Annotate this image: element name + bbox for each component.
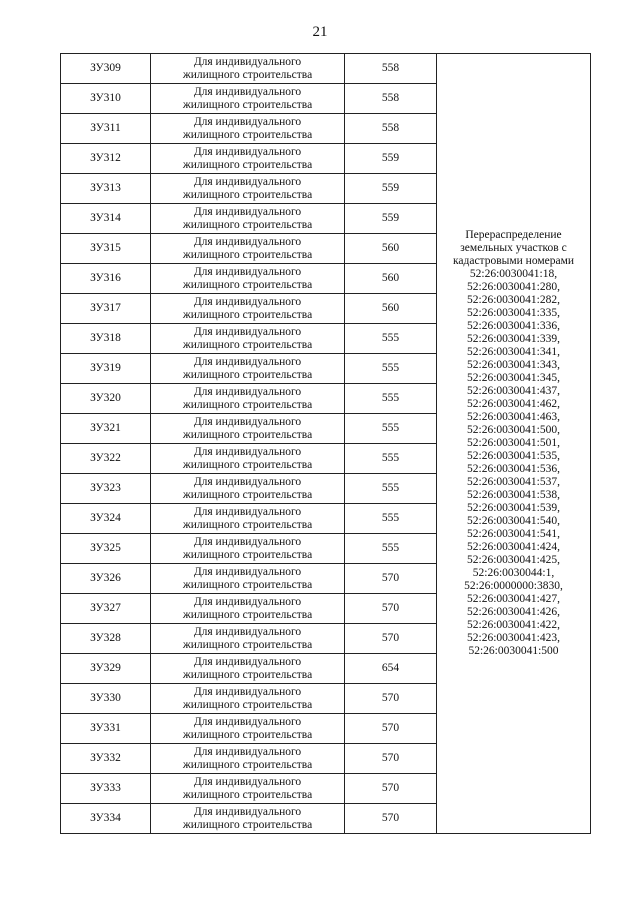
permitted-use-line: жилищного строительства — [182, 548, 313, 561]
permitted-use-line: жилищного строительства — [182, 278, 313, 291]
permitted-use-line: жилищного строительства — [182, 638, 313, 651]
formation-method-line: 52:26:0030041:462, — [467, 398, 560, 410]
plot-id-cell: ЗУ310 — [61, 84, 151, 114]
plot-id-cell: ЗУ326 — [61, 564, 151, 594]
plot-id-cell: ЗУ316 — [61, 264, 151, 294]
formation-method-line: 52:26:0030041:336, — [467, 320, 560, 332]
plot-area-cell: 654 — [345, 654, 437, 684]
formation-method-line: 52:26:0030041:536, — [467, 463, 560, 475]
permitted-use-cell — [151, 234, 345, 264]
permitted-use-cell — [151, 54, 345, 84]
plot-area-cell: 555 — [345, 474, 437, 504]
permitted-use-line: Для индивидуального — [193, 445, 302, 458]
permitted-use-cell — [151, 714, 345, 744]
permitted-use-line: Для индивидуального — [193, 55, 302, 68]
permitted-use-line: жилищного строительства — [182, 608, 313, 621]
formation-method-line: 52:26:0030041:423, — [467, 632, 560, 644]
permitted-use-line: Для индивидуального — [193, 655, 302, 668]
page-number: 21 — [312, 24, 328, 40]
permitted-use-line: Для индивидуального — [193, 745, 302, 758]
permitted-use-line: Для индивидуального — [193, 295, 302, 308]
permitted-use-line: Для индивидуального — [193, 595, 302, 608]
permitted-use-cell — [151, 414, 345, 444]
permitted-use-cell — [151, 354, 345, 384]
permitted-use-cell — [151, 684, 345, 714]
permitted-use-line: жилищного строительства — [182, 488, 313, 501]
plot-area-cell: 555 — [345, 384, 437, 414]
permitted-use-line: жилищного строительства — [182, 158, 313, 171]
plot-area-cell: 555 — [345, 414, 437, 444]
formation-method-line: 52:26:0030041:426, — [467, 606, 560, 618]
formation-method-line: 52:26:0030041:280, — [467, 281, 560, 293]
plot-id-cell: ЗУ312 — [61, 144, 151, 174]
plot-id-cell: ЗУ333 — [61, 774, 151, 804]
permitted-use-cell — [151, 324, 345, 354]
formation-method-line: 52:26:0030041:425, — [467, 554, 560, 566]
permitted-use-line: жилищного строительства — [182, 308, 313, 321]
permitted-use-line: жилищного строительства — [182, 398, 313, 411]
formation-method-line: 52:26:0030041:463, — [467, 411, 560, 423]
permitted-use-cell — [151, 564, 345, 594]
formation-method-line: земельных участков с — [460, 242, 567, 254]
permitted-use-line: Для индивидуального — [193, 235, 302, 248]
plot-area-cell: 570 — [345, 564, 437, 594]
permitted-use-cell — [151, 114, 345, 144]
plot-id-cell: ЗУ325 — [61, 534, 151, 564]
plot-id-cell: ЗУ313 — [61, 174, 151, 204]
plot-area-cell: 570 — [345, 774, 437, 804]
permitted-use-cell — [151, 204, 345, 234]
plot-id-cell: ЗУ320 — [61, 384, 151, 414]
permitted-use-line: жилищного строительства — [182, 188, 313, 201]
formation-method-line: 52:26:0030041:540, — [467, 515, 560, 527]
permitted-use-line: Для индивидуального — [193, 415, 302, 428]
permitted-use-cell — [151, 144, 345, 174]
formation-method-line: 52:26:0030041:339, — [467, 333, 560, 345]
plot-id-cell: ЗУ319 — [61, 354, 151, 384]
permitted-use-cell — [151, 264, 345, 294]
permitted-use-line: жилищного строительства — [182, 68, 313, 81]
plot-id-cell: ЗУ330 — [61, 684, 151, 714]
plot-area-cell: 558 — [345, 84, 437, 114]
permitted-use-cell — [151, 504, 345, 534]
permitted-use-line: Для индивидуального — [193, 265, 302, 278]
permitted-use-line: жилищного строительства — [182, 248, 313, 261]
permitted-use-line: Для индивидуального — [193, 325, 302, 338]
formation-method-line: 52:26:0030041:335, — [467, 307, 560, 319]
permitted-use-cell — [151, 474, 345, 504]
formation-method-line: 52:26:0030041:535, — [467, 450, 560, 462]
plot-id-cell: ЗУ311 — [61, 114, 151, 144]
permitted-use-line: Для индивидуального — [193, 535, 302, 548]
permitted-use-line: Для индивидуального — [193, 355, 302, 368]
plot-area-cell: 560 — [345, 294, 437, 324]
permitted-use-line: жилищного строительства — [182, 728, 313, 741]
permitted-use-line: Для индивидуального — [193, 715, 302, 728]
permitted-use-line: жилищного строительства — [182, 98, 313, 111]
permitted-use-line: Для индивидуального — [193, 505, 302, 518]
plot-area-cell: 570 — [345, 624, 437, 654]
plot-area-cell: 555 — [345, 534, 437, 564]
plot-id-cell: ЗУ323 — [61, 474, 151, 504]
plot-area-cell: 558 — [345, 54, 437, 84]
permitted-use-cell — [151, 774, 345, 804]
permitted-use-line: Для индивидуального — [193, 775, 302, 788]
permitted-use-line: Для индивидуального — [193, 175, 302, 188]
permitted-use-line: жилищного строительства — [182, 338, 313, 351]
formation-method-line: Перераспределение — [465, 229, 562, 241]
plot-id-cell: ЗУ314 — [61, 204, 151, 234]
plot-area-cell: 555 — [345, 354, 437, 384]
permitted-use-cell — [151, 84, 345, 114]
plot-id-cell: ЗУ329 — [61, 654, 151, 684]
permitted-use-line: Для индивидуального — [193, 805, 302, 818]
permitted-use-line: Для индивидуального — [193, 385, 302, 398]
permitted-use-cell — [151, 294, 345, 324]
formation-method-line: 52:26:0030041:422, — [467, 619, 560, 631]
formation-method-line: 52:26:0030041:500, — [467, 424, 560, 436]
formation-method-line: 52:26:0030041:424, — [467, 541, 560, 553]
formation-method-line: 52:26:0030041:427, — [467, 593, 560, 605]
permitted-use-line: жилищного строительства — [182, 668, 313, 681]
permitted-use-cell — [151, 444, 345, 474]
formation-method-line: 52:26:0000000:3830, — [464, 580, 563, 592]
permitted-use-line: Для индивидуального — [193, 145, 302, 158]
plot-area-cell: 570 — [345, 684, 437, 714]
plot-id-cell: ЗУ322 — [61, 444, 151, 474]
formation-method-line: 52:26:0030041:537, — [467, 476, 560, 488]
formation-method-cell — [437, 54, 591, 834]
plot-id-cell: ЗУ315 — [61, 234, 151, 264]
plot-id-cell: ЗУ328 — [61, 624, 151, 654]
land-plots-table — [60, 53, 591, 834]
plot-id-cell: ЗУ317 — [61, 294, 151, 324]
formation-method-line: 52:26:0030041:501, — [467, 437, 560, 449]
plot-area-cell: 555 — [345, 504, 437, 534]
permitted-use-cell — [151, 534, 345, 564]
permitted-use-line: Для индивидуального — [193, 115, 302, 128]
permitted-use-line: Для индивидуального — [193, 625, 302, 638]
permitted-use-line: жилищного строительства — [182, 218, 313, 231]
permitted-use-line: жилищного строительства — [182, 578, 313, 591]
formation-method-line: 52:26:0030041:341, — [467, 346, 560, 358]
permitted-use-cell — [151, 624, 345, 654]
plot-area-cell: 555 — [345, 324, 437, 354]
plot-area-cell: 559 — [345, 174, 437, 204]
permitted-use-cell — [151, 654, 345, 684]
permitted-use-line: жилищного строительства — [182, 698, 313, 711]
formation-method-line: 52:26:0030041:437, — [467, 385, 560, 397]
plot-area-cell: 560 — [345, 234, 437, 264]
permitted-use-cell — [151, 174, 345, 204]
permitted-use-line: жилищного строительства — [182, 518, 313, 531]
plot-area-cell: 558 — [345, 114, 437, 144]
permitted-use-line: жилищного строительства — [182, 788, 313, 801]
permitted-use-line: Для индивидуального — [193, 685, 302, 698]
permitted-use-line: Для индивидуального — [193, 475, 302, 488]
permitted-use-line: жилищного строительства — [182, 458, 313, 471]
plot-id-cell: ЗУ327 — [61, 594, 151, 624]
permitted-use-line: жилищного строительства — [182, 428, 313, 441]
formation-method-line: 52:26:0030041:500 — [468, 645, 559, 657]
plot-area-cell: 570 — [345, 594, 437, 624]
permitted-use-cell — [151, 384, 345, 414]
plot-area-cell: 570 — [345, 804, 437, 834]
permitted-use-line: жилищного строительства — [182, 368, 313, 381]
plot-area-cell: 570 — [345, 744, 437, 774]
plot-id-cell: ЗУ309 — [61, 54, 151, 84]
formation-method-line: 52:26:0030041:343, — [467, 359, 560, 371]
plot-area-cell: 555 — [345, 444, 437, 474]
permitted-use-cell — [151, 744, 345, 774]
plot-area-cell: 570 — [345, 714, 437, 744]
formation-method-line: 52:26:0030041:541, — [467, 528, 560, 540]
plot-id-cell: ЗУ334 — [61, 804, 151, 834]
plot-area-cell: 560 — [345, 264, 437, 294]
permitted-use-line: Для индивидуального — [193, 565, 302, 578]
permitted-use-line: Для индивидуального — [193, 205, 302, 218]
plot-id-cell: ЗУ321 — [61, 414, 151, 444]
formation-method-line: 52:26:0030041:538, — [467, 489, 560, 501]
permitted-use-cell — [151, 594, 345, 624]
formation-method-line: 52:26:0030041:282, — [467, 294, 560, 306]
plot-id-cell: ЗУ318 — [61, 324, 151, 354]
formation-method-line: 52:26:0030041:539, — [467, 502, 560, 514]
formation-method-line: 52:26:0030044:1, — [472, 567, 555, 579]
formation-method-line: 52:26:0030041:345, — [467, 372, 560, 384]
permitted-use-line: жилищного строительства — [182, 818, 313, 831]
formation-method-line: кадастровыми номерами — [452, 255, 575, 267]
plot-id-cell: ЗУ332 — [61, 744, 151, 774]
plot-area-cell: 559 — [345, 204, 437, 234]
plot-area-cell: 559 — [345, 144, 437, 174]
plot-id-cell: ЗУ331 — [61, 714, 151, 744]
land-plots-table-body — [61, 54, 591, 834]
permitted-use-line: Для индивидуального — [193, 85, 302, 98]
permitted-use-cell — [151, 804, 345, 834]
permitted-use-line: жилищного строительства — [182, 128, 313, 141]
formation-method-line: 52:26:0030041:18, — [469, 268, 558, 280]
permitted-use-line: жилищного строительства — [182, 758, 313, 771]
plot-id-cell: ЗУ324 — [61, 504, 151, 534]
table-row — [61, 54, 591, 84]
